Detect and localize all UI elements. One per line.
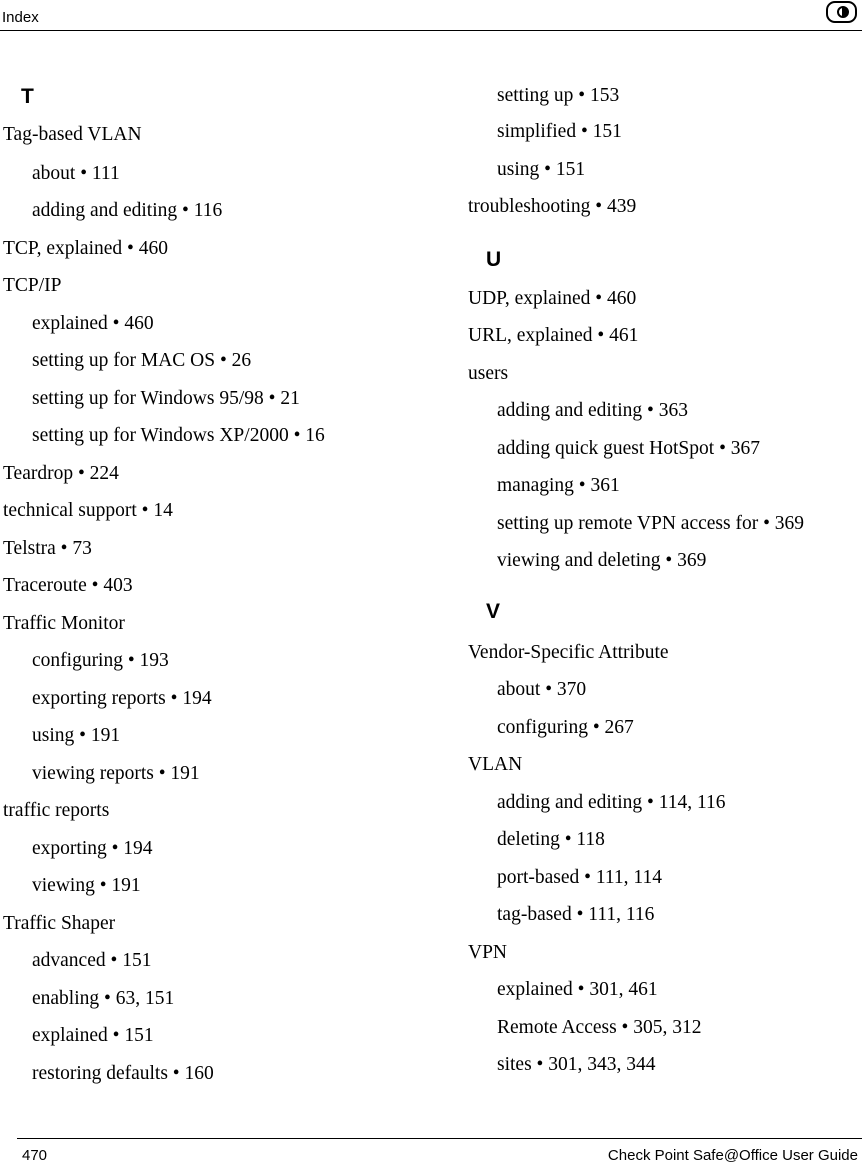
index-letter-heading: V (486, 600, 501, 623)
index-subentry: exporting • 194 (32, 838, 153, 859)
index-entry: VPN (468, 942, 508, 963)
index-subentry: explained • 460 (32, 313, 154, 334)
index-subentry: setting up for Windows XP/2000 • 16 (32, 425, 325, 446)
index-entry: Tag-based VLAN (3, 124, 142, 145)
index-entry: technical support • 14 (3, 500, 173, 521)
index-subentry: tag-based • 111, 116 (497, 904, 655, 925)
index-subentry: port-based • 111, 114 (497, 867, 662, 888)
index-entry: traffic reports (3, 800, 110, 821)
index-subentry: managing • 361 (497, 475, 620, 496)
index-subentry: explained • 301, 461 (497, 979, 658, 1000)
index-subentry: using • 191 (32, 725, 121, 746)
index-subentry: adding and editing • 114, 116 (497, 792, 726, 813)
index-subentry: viewing and deleting • 369 (497, 550, 707, 571)
index-subentry: adding quick guest HotSpot • 367 (497, 438, 761, 459)
index-subentry: advanced • 151 (32, 950, 152, 971)
index-subentry: setting up • 153 (497, 85, 620, 106)
index-entry: Traffic Shaper (3, 913, 116, 934)
index-subentry: setting up for MAC OS • 26 (32, 350, 252, 371)
index-subentry: about • 111 (32, 163, 120, 184)
index-subentry: using • 151 (497, 159, 586, 180)
index-entry: Traceroute • 403 (3, 575, 133, 596)
index-subentry: adding and editing • 116 (32, 200, 223, 221)
index-subentry: simplified • 151 (497, 121, 622, 142)
index-subentry: explained • 151 (32, 1025, 154, 1046)
index-letter-heading: T (21, 85, 34, 108)
index-subentry: viewing • 191 (32, 875, 141, 896)
index-letter-heading: U (486, 248, 502, 271)
footer-divider (17, 1138, 862, 1139)
index-subentry: enabling • 63, 151 (32, 988, 175, 1009)
index-entry: users (468, 363, 509, 384)
index-subentry: deleting • 118 (497, 829, 605, 850)
index-subentry: configuring • 267 (497, 717, 634, 738)
index-entry: Teardrop • 224 (3, 463, 119, 484)
index-subentry: sites • 301, 343, 344 (497, 1054, 656, 1075)
index-entry: troubleshooting • 439 (468, 196, 637, 217)
index-entry: Telstra • 73 (3, 538, 92, 559)
index-entry: TCP/IP (3, 275, 62, 296)
header-divider (0, 30, 862, 31)
index-subentry: exporting reports • 194 (32, 688, 212, 709)
guide-title: Check Point Safe@Office User Guide (607, 1147, 858, 1164)
index-subentry: setting up remote VPN access for • 369 (497, 513, 805, 534)
index-entry: TCP, explained • 460 (3, 238, 168, 259)
index-subentry: configuring • 193 (32, 650, 169, 671)
index-subentry: about • 370 (497, 679, 587, 700)
index-subentry: setting up for Windows 95/98 • 21 (32, 388, 300, 409)
index-subentry: restoring defaults • 160 (32, 1063, 214, 1084)
check-point-logo-icon (826, 1, 857, 23)
index-entry: URL, explained • 461 (468, 325, 639, 346)
header-title: Index (2, 9, 39, 26)
index-entry: Vendor-Specific Attribute (468, 642, 669, 663)
page-number: 470 (22, 1147, 48, 1164)
index-subentry: Remote Access • 305, 312 (497, 1017, 702, 1038)
index-subentry: viewing reports • 191 (32, 763, 200, 784)
index-subentry: adding and editing • 363 (497, 400, 688, 421)
index-entry: Traffic Monitor (3, 613, 125, 634)
index-entry: VLAN (468, 754, 523, 775)
index-entry: UDP, explained • 460 (468, 288, 637, 309)
